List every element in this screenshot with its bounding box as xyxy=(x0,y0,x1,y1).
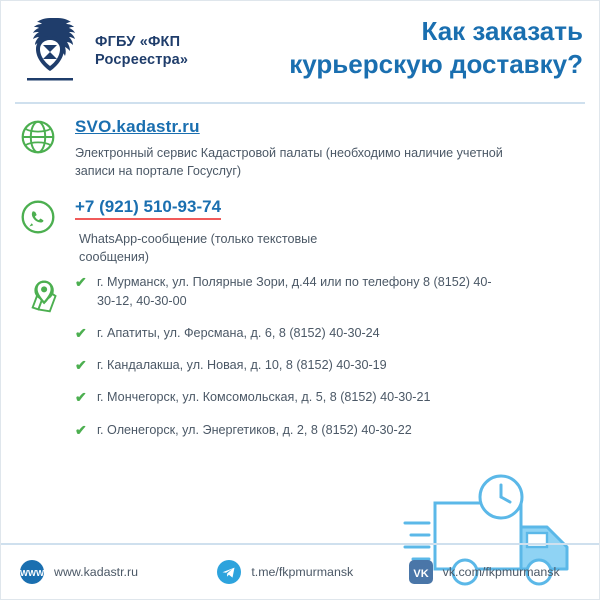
vk-icon xyxy=(408,559,434,585)
office-address: г. Оленегорск, ул. Энергетиков, д. 2, 8 (8152) 40-30-22 xyxy=(97,422,412,437)
office-address: г. Мончегорск, ул. Комсомольская, д. 5, 8 (8152) 40-30-21 xyxy=(97,390,431,405)
page-title xyxy=(223,15,583,82)
online-service-row xyxy=(15,115,585,181)
footer-telegram-label: t.me/fkpmurmansk xyxy=(251,565,354,579)
organization-name xyxy=(95,33,188,69)
organization-name-line2: Росреестра» xyxy=(95,52,189,68)
footer-telegram[interactable] xyxy=(210,559,407,585)
check-icon: ✔ xyxy=(75,421,87,438)
office-address: г. Апатиты, ул. Ферсмана, д. 6, 8 (8152) 40-30-24 xyxy=(97,325,380,340)
check-icon: ✔ xyxy=(75,389,87,406)
list-item xyxy=(15,324,585,342)
footer-website[interactable] xyxy=(1,559,210,585)
organization-name-line1: ФГБУ «ФКП xyxy=(95,33,181,50)
list-item xyxy=(15,356,585,374)
office-address: г. Мурманск, ул. Полярные Зори, д.44 или по телефону 8 (8152) 40-30-12, 40-30-00 xyxy=(97,275,492,308)
online-service-body xyxy=(75,115,585,181)
check-icon: ✔ xyxy=(75,357,87,374)
svg-text:VK: VK xyxy=(413,568,429,580)
office-address: г. Кандалакша, ул. Новая, д. 10, 8 (8152) 40-30-19 xyxy=(97,358,387,373)
footer-website-label: www.kadastr.ru xyxy=(54,565,139,579)
whatsapp-body xyxy=(75,195,585,268)
offices-list xyxy=(15,273,585,439)
list-item xyxy=(15,388,585,406)
whatsapp-row xyxy=(15,195,585,268)
page-title-line2: курьерскую доставку? xyxy=(289,49,583,80)
page-title-line1: Как заказать xyxy=(421,16,583,46)
check-icon: ✔ xyxy=(75,324,87,341)
footer xyxy=(1,543,599,599)
kadastr-service-link[interactable]: SVO.kadastr.ru xyxy=(75,117,200,136)
online-service-description: Электронный сервис Кадастровой палаты (необходимо наличие учетной записи на портале Госуслуг) xyxy=(75,146,503,179)
www-globe-icon xyxy=(19,559,45,585)
offices-block xyxy=(15,273,585,439)
content xyxy=(1,101,599,439)
whatsapp-description: WhatsApp-сообщение (только текстовые сообщения) xyxy=(79,231,318,265)
header xyxy=(1,1,599,101)
rosreestr-eagle-emblem-icon xyxy=(13,14,87,88)
footer-vk-label: vk.com/fkpmurmansk xyxy=(442,565,560,579)
list-item xyxy=(15,273,585,310)
list-item xyxy=(15,421,585,439)
whatsapp-icon xyxy=(15,195,61,235)
check-icon: ✔ xyxy=(75,274,87,291)
svg-text:WWW: WWW xyxy=(19,568,45,578)
telegram-icon xyxy=(216,559,242,585)
footer-vk[interactable] xyxy=(408,559,599,585)
whatsapp-phone-number[interactable]: +7 (921) 510-93-74 xyxy=(75,197,221,220)
globe-icon xyxy=(15,115,61,155)
